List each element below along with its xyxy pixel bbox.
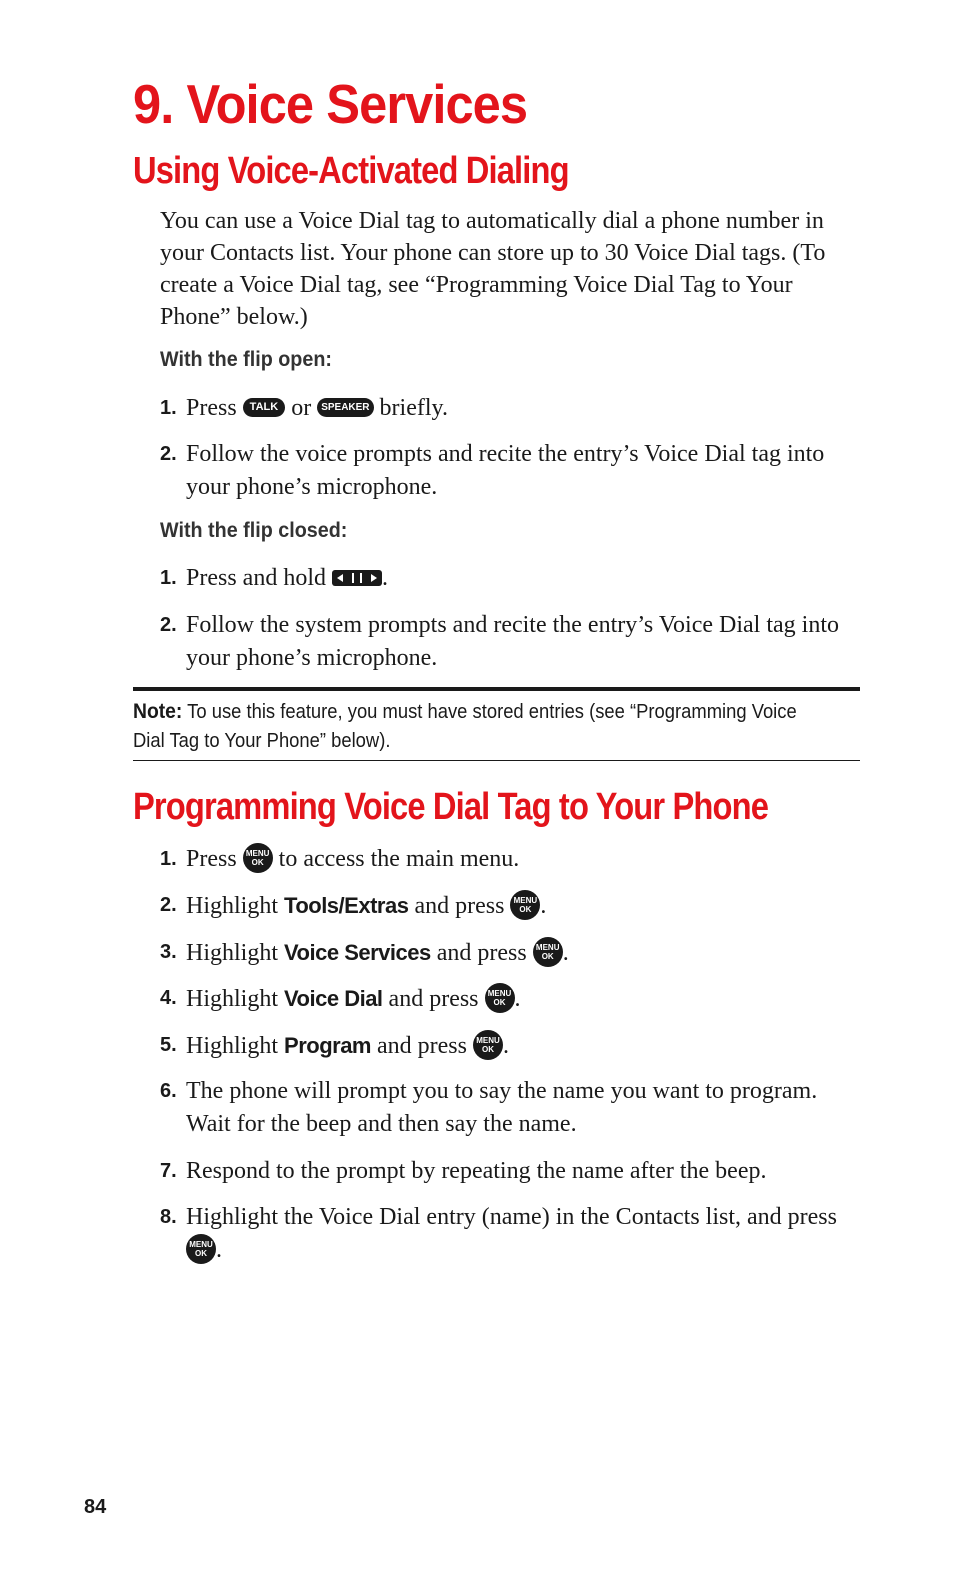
program-step-5 (160, 1029, 860, 1063)
flip-open-step-2 (160, 438, 860, 504)
step-number: 2. (160, 894, 177, 916)
program-step-3 (160, 936, 860, 970)
step-text: . (540, 893, 547, 919)
program-step-1 (160, 843, 860, 876)
step-number: 5. (160, 1034, 177, 1056)
intro-paragraph: You can use a Voice Dial tag to automatically dial a phone number in your Contacts list. Your phone can store up to 30 Voice Dial tags. (To create a Voice Dial tag, see “Programming Voice Dial Tag to Your Phone” below.) (160, 208, 826, 330)
side-key-icon (332, 570, 382, 586)
step-text: briefly. (379, 395, 448, 421)
step-text: Highlight (186, 893, 279, 919)
step-number: 2. (160, 614, 177, 636)
menu-ok-key-icon: MENU OK (473, 1030, 503, 1060)
step-number: 4. (160, 987, 177, 1009)
menu-term: Voice Services (284, 940, 431, 965)
flip-open-heading: With the flip open: (160, 348, 332, 371)
menu-ok-key-icon: MENU OK (243, 843, 273, 873)
step-text: . (514, 986, 521, 1012)
program-step-7 (160, 1155, 860, 1188)
menu-ok-key-icon: MENU OK (186, 1234, 216, 1264)
speaker-key-icon: SPEAKER (317, 398, 373, 417)
flip-closed-step-1 (160, 562, 860, 595)
step-text: Follow the voice prompts and recite the entry’s Voice Dial tag into your phone’s microphone. (186, 441, 825, 500)
menu-term: Voice Dial (284, 986, 383, 1011)
step-text: Press (186, 395, 237, 421)
step-text: and press (377, 1033, 467, 1059)
step-number: 1. (160, 397, 177, 419)
menu-ok-key-icon: MENU OK (533, 937, 563, 967)
step-text: and press (436, 940, 527, 966)
menu-ok-key-icon: MENU OK (510, 890, 540, 920)
note-text (133, 697, 802, 756)
chapter-title: 9. Voice Services (133, 73, 528, 135)
section-title-voice-dialing: Using Voice-Activated Dialing (133, 150, 569, 192)
step-text: The phone will prompt you to say the name you want to program. Wait for the beep and then say the name. (186, 1078, 818, 1137)
step-number: 6. (160, 1080, 177, 1102)
step-text: and press (414, 893, 505, 919)
page-number: 84 (84, 1496, 107, 1518)
step-text: Respond to the prompt by repeating the name after the beep. (186, 1158, 767, 1184)
step-text: . (562, 940, 569, 966)
step-number: 1. (160, 567, 177, 589)
talk-key-icon: TALK (243, 398, 286, 417)
step-text: Press and hold (186, 565, 326, 591)
step-text: Highlight the Voice Dial entry (name) in the Contacts list, and press (186, 1204, 837, 1230)
step-text: . (382, 565, 388, 591)
flip-open-step-1 (160, 392, 860, 425)
program-step-2 (160, 889, 860, 923)
menu-term: Tools/Extras (284, 893, 409, 918)
flip-closed-heading: With the flip closed: (160, 519, 348, 542)
note-box (133, 687, 860, 761)
step-text: Highlight (186, 1033, 279, 1059)
step-text: or (291, 395, 312, 421)
step-text: Press (186, 846, 237, 872)
step-text: . (216, 1237, 222, 1263)
menu-ok-key-icon: MENU OK (485, 983, 515, 1013)
step-text: . (502, 1033, 509, 1059)
step-text: and press (388, 986, 479, 1012)
program-step-4 (160, 982, 860, 1016)
menu-term: Program (284, 1033, 371, 1058)
note-body: To use this feature, you must have stored entries (see “Programming Voice Dial Tag to Your Phone” below). (133, 701, 797, 752)
step-text: Follow the system prompts and recite the entry’s Voice Dial tag into your phone’s microphone. (186, 612, 840, 671)
step-number: 2. (160, 443, 177, 465)
step-number: 3. (160, 941, 177, 963)
step-number: 7. (160, 1160, 177, 1182)
step-text: Highlight (186, 986, 279, 1012)
note-label: Note: (133, 700, 183, 723)
program-step-8 (160, 1201, 860, 1267)
step-number: 1. (160, 848, 177, 870)
step-text: Highlight (186, 940, 279, 966)
step-number: 8. (160, 1206, 177, 1228)
flip-closed-step-2 (160, 609, 860, 675)
section-title-programming: Programming Voice Dial Tag to Your Phone (133, 786, 769, 828)
step-text: to access the main menu. (278, 846, 520, 872)
program-step-6 (160, 1075, 860, 1141)
